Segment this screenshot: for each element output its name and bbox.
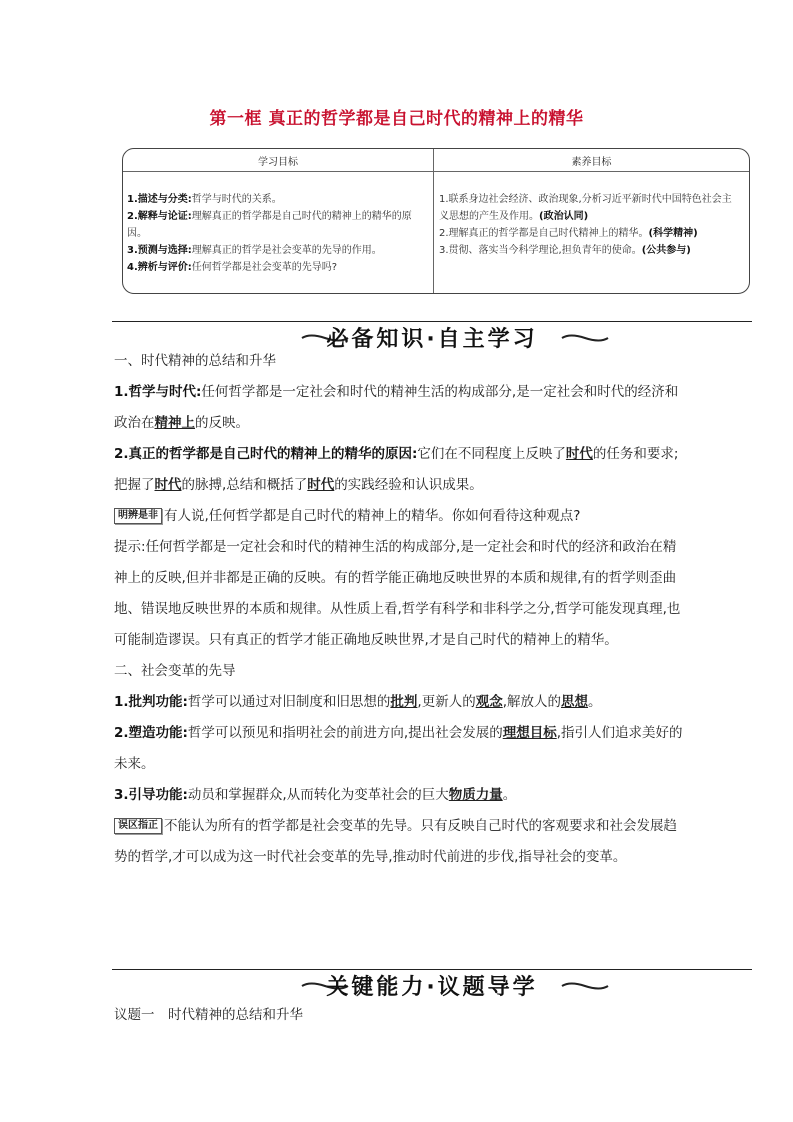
tag-badge: 明辨是非 [114, 508, 162, 524]
literacy-goal-item: 3.贯彻、落实当今科学理论,担负青年的使命。(公共参与) [439, 245, 691, 256]
tag-badge: 误区指正 [114, 818, 162, 834]
learning-goals-list [127, 191, 427, 276]
note-paragraph: 误区指正 不能认为所有的哲学都是社会变革的先导。只有反映自己时代的客观要求和社会发展趋势的哲学,才可以成为这一时代社会变革的先导,推动时代前进的步伐,指导社会的变革。 [114, 818, 677, 865]
paragraph: 3.引导功能:动员和掌握群众,从而转化为变革社会的巨大物质力量。 [114, 787, 517, 803]
literacy-goals-heading: 素养目标 [571, 157, 612, 168]
topic-heading: 议题一 时代精神的总结和升华 [114, 1007, 303, 1023]
goals-table [122, 148, 750, 294]
section-title: 必备知识·自主学习 [326, 327, 538, 352]
learning-goal-item: 1.描述与分类:哲学与时代的关系。 [127, 194, 282, 205]
section-knowledge-body [114, 346, 684, 873]
paragraph: 1.哲学与时代:任何哲学都是一定社会和时代的精神生活的构成部分,是一定社会和时代的经济和政治在精神上的反映。 [114, 384, 679, 431]
literacy-goal-item: 2.理解真正的哲学都是自己时代精神上的精华。(科学精神) [439, 228, 698, 239]
paragraph: 2.真正的哲学都是自己时代的精神上的精华的原因:它们在不同程度上反映了时代的任务和要求;把握了时代的脉搏,总结和概括了时代的实践经验和认识成果。 [114, 446, 679, 493]
learning-goals-heading: 学习目标 [258, 157, 298, 168]
paragraph: 1.批判功能:哲学可以通过对旧制度和旧思想的批判,更新人的观念,解放人的思想。 [114, 694, 602, 710]
goals-divider [433, 149, 434, 293]
section-banner-ability [112, 968, 752, 998]
question: 明辨是非 有人说,任何哲学都是自己时代的精神上的精华。你如何看待这种观点? [114, 501, 684, 532]
learning-goal-item: 3.预测与选择:理解真正的哲学是社会变革的先导的作用。 [127, 245, 382, 256]
literacy-goal-item: 1.联系身边社会经济、政治现象,分析习近平新时代中国特色社会主义思想的产生及作用。(政治认同) [439, 194, 732, 222]
paragraph: 2.塑造功能:哲学可以预见和指明社会的前进方向,提出社会发展的理想目标,指引人们追求美好的未来。 [114, 725, 683, 772]
page-title: 第一框 真正的哲学都是自己时代的精神上的精华 [209, 109, 584, 129]
hint-paragraph: 提示:任何哲学都是一定社会和时代的精神生活的构成部分,是一定社会和时代的经济和政治在精神上的反映,但并非都是正确的反映。有的哲学能正确地反映世界的本质和规律,有的哲学则歪曲地、错误地反映世界的本质和规律。从性质上看,哲学有科学和非科学之分,哲学可能发现真理,也可能制造谬误。只有真正的哲学才能正确地反映世界,才是自己时代的精神上的精华。 [114, 539, 681, 648]
subheading: 二、社会变革的先导 [114, 663, 236, 679]
learning-goal-item: 4.辨析与评价:任何哲学都是社会变革的先导吗? [127, 262, 338, 273]
subheading: 一、时代精神的总结和升华 [114, 353, 276, 369]
learning-goal-item: 2.解释与论证:理解真正的哲学都是自己时代的精神上的精华的原因。 [127, 211, 412, 239]
section-title: 关键能力·议题导学 [326, 975, 538, 1000]
literacy-goals-list [439, 191, 741, 259]
